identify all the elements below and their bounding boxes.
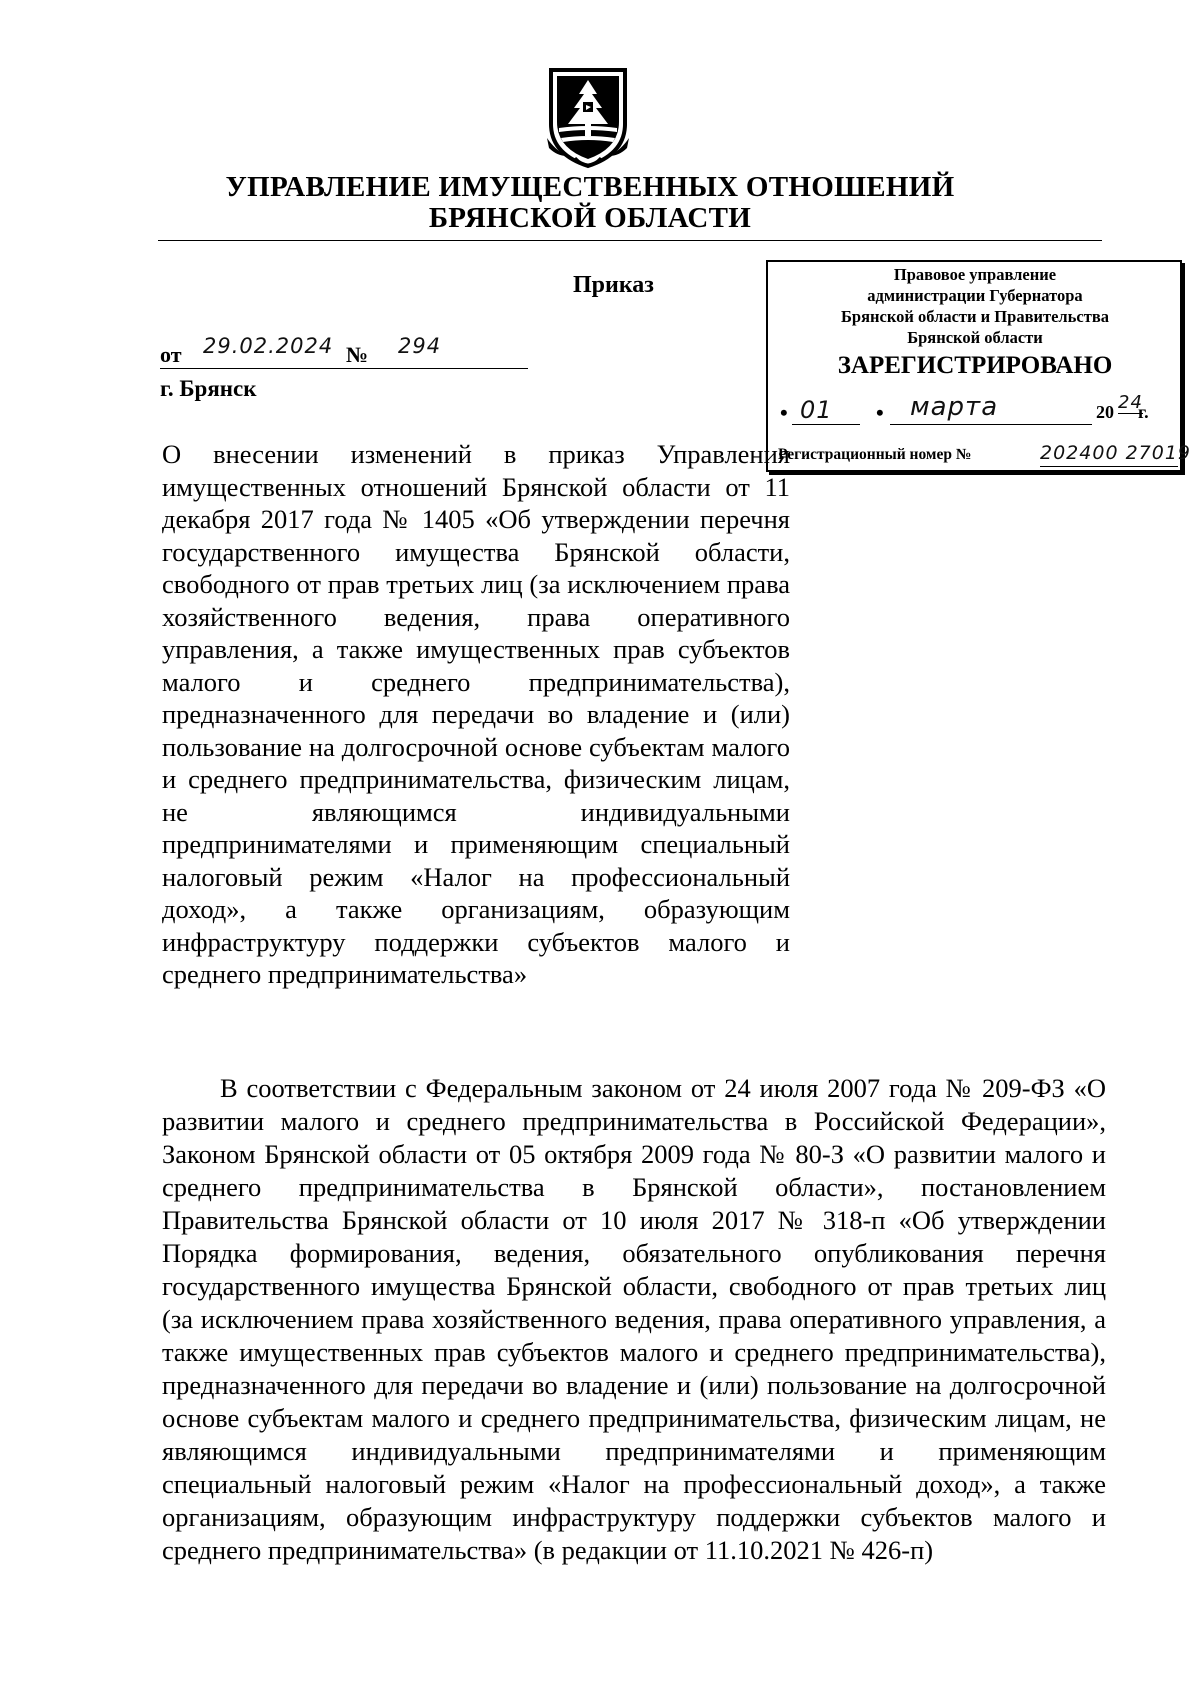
- stamp-reg-number-handwritten: 202400 27019: [1040, 442, 1192, 464]
- order-number-handwritten: 294: [398, 334, 442, 358]
- order-number-sign: №: [346, 342, 369, 367]
- stamp-day-handwritten: 01: [800, 396, 833, 424]
- stamp-reg-underline: [1040, 466, 1178, 467]
- stamp-date-dot: •: [876, 400, 884, 425]
- stamp-year-prefix: 20: [1096, 402, 1114, 422]
- header-divider: [158, 240, 1102, 241]
- stamp-year-suffix: г.: [1138, 402, 1149, 422]
- stamp-line3: Брянской области и Правительства: [841, 307, 1109, 326]
- order-subject: О внесении изменений в приказ Управления имущественных отношений Брянской области от 11 декабря 2017 года № 1405 «Об утверждении перечня государственного имущества Брянской области, свободного от прав третьих лиц (за исключением права хозяйственного ведения, права оперативного управления, а также имущественных прав субъектов малого и среднего предпринимательства), предназначенного для передачи во владение и (или) пользование на долгосрочной основе субъектам малого и среднего предпринимательства, физическим лицам, не являющимся индивидуальными предпринимателями и применяющим специальный налоговый режим «Налог на профессиональный доход», а также организациям, образующим инфраструктуру поддержки субъектов малого и среднего предпринимательства»: [162, 439, 790, 989]
- stamp-month-handwritten: марта: [910, 392, 999, 422]
- coat-of-arms-icon: [545, 62, 631, 172]
- stamp-year-handwritten: 24: [1118, 392, 1143, 413]
- stamp-authority: [783, 264, 1167, 348]
- organization-title-line1: УПРАВЛЕНИЕ ИМУЩЕСТВЕННЫХ ОТНОШЕНИЙ: [225, 171, 955, 203]
- stamp-reg-label: Регистрационный номер №: [778, 446, 972, 463]
- stamp-month-underline: [890, 424, 1092, 425]
- stamp-date-dot: •: [780, 400, 788, 425]
- order-city: г. Брянск: [160, 376, 257, 401]
- stamp-day-underline: [792, 424, 860, 425]
- stamp-line4: Брянской области: [907, 328, 1043, 347]
- stamp-line2: администрации Губернатора: [867, 286, 1083, 305]
- order-date-handwritten: 29.02.2024: [203, 334, 334, 358]
- stamp-line1: Правовое управление: [893, 265, 1057, 284]
- organization-title: [150, 172, 1030, 234]
- order-date-prefix: от: [160, 342, 182, 367]
- order-preamble-paragraph: В соответствии с Федеральным законом от 24 июля 2007 года № 209-ФЗ «О развитии малого и среднего предпринимательства в Российской Федерации», Законом Брянской области от 05 октября 2009 года № 80-З «О развитии малого и среднего предпринимательства в Брянской области», постановлением Правительства Брянской области от 10 июля 2017 № 318-п «Об утверждении Порядка формирования, ведения, обязательного опубликования перечня государственного имущества Брянской области, свободного от прав третьих лиц (за исключением права хозяйственного ведения, права оперативного управления, а также имущественных прав субъектов малого и среднего предпринимательства), предназначенного для передачи во владение и (или) пользование на долгосрочной основе субъектам малого и среднего предпринимательства, физическим лицам, не являющимся индивидуальными предпринимателями и применяющим специальный налоговый режим «Налог на профессиональный доход», а также организациям, образующим инфраструктуру поддержки субъектов малого и среднего предпринимательства» (в редакции от 11.10.2021 № 426-п): [162, 1073, 1106, 1565]
- stamp-status: ЗАРЕГИСТРИРОВАНО: [837, 352, 1113, 379]
- document-type-title: Приказ: [573, 272, 654, 298]
- organization-title-line2: БРЯНСКОЙ ОБЛАСТИ: [428, 202, 752, 234]
